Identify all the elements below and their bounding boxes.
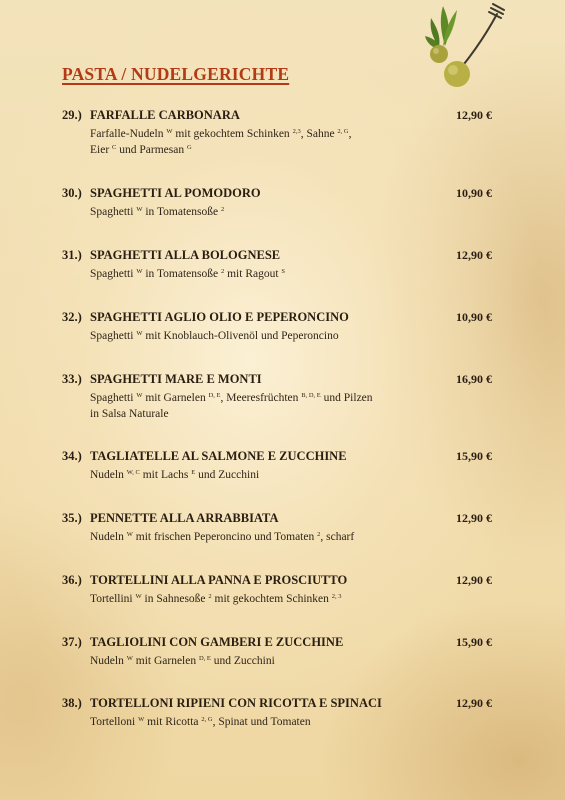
- menu-item-price: 12,90 €: [456, 108, 492, 122]
- allergen-code: W: [126, 531, 133, 538]
- menu-item-price: 15,90 €: [456, 449, 492, 463]
- menu-item-description: Spaghetti $^W$ in Tomatensoße $^2$ mit Ragout $^S$: [90, 268, 286, 280]
- menu-item-description: Spaghetti $^W$ mit Knoblauch-Olivenöl und Peperoncino: [90, 330, 339, 342]
- menu-item-number: 35.): [62, 511, 82, 525]
- menu-item: [62, 108, 492, 158]
- menu-item-description: Nudeln $^W$ mit Garnelen $^{D, E}$ und Zucchini: [90, 655, 275, 667]
- menu-item-name: SPAGHETTI AL POMODORO: [90, 186, 261, 200]
- menu-item-header: [62, 372, 492, 388]
- section-title: PASTA / NUDELGERICHTE: [62, 64, 290, 84]
- menu-item-price: 12,90 €: [456, 696, 492, 710]
- menu-item-number: 36.): [62, 573, 82, 587]
- menu-item-number: 34.): [62, 449, 82, 463]
- allergen-code: 2: [208, 593, 212, 600]
- allergen-code: B, D, E: [301, 392, 321, 399]
- menu-item-header: [62, 635, 492, 651]
- menu-item-name: TORTELLINI ALLA PANNA E PROSCIUTTO: [90, 573, 348, 587]
- menu-item-number: 38.): [62, 696, 82, 710]
- menu-item: [62, 696, 492, 730]
- allergen-code: W: [135, 593, 142, 600]
- menu-item-price: 16,90 €: [456, 372, 492, 386]
- menu-item-header: [62, 511, 492, 527]
- menu-item: [62, 248, 492, 282]
- menu-item-name: TORTELLONI RIPIENI CON RICOTTA E SPINACI: [90, 696, 382, 710]
- menu-item-price: 12,90 €: [456, 511, 492, 525]
- allergen-code: W: [126, 655, 133, 662]
- menu-item-name: SPAGHETTI ALLA BOLOGNESE: [90, 248, 281, 262]
- allergen-code: W: [136, 268, 143, 275]
- menu-item-price: 12,90 €: [456, 573, 492, 587]
- menu-item-price: 15,90 €: [456, 635, 492, 649]
- menu-item-number: 37.): [62, 635, 82, 649]
- menu-item: [62, 186, 492, 220]
- allergen-code: 2,3: [292, 128, 301, 135]
- allergen-code: W: [136, 206, 143, 213]
- menu-item-price: 10,90 €: [456, 310, 492, 324]
- allergen-code: 2, 3: [331, 593, 342, 600]
- allergen-code: G: [186, 144, 192, 151]
- menu-item-description: Farfalle-Nudeln $^W$ mit gekochtem Schinken $^{2,3}$, Sahne $^{2, G}$, Eier $^C$ und Parmesan $^G$: [90, 128, 352, 156]
- menu-item-header: [62, 696, 492, 712]
- allergen-code: 2, G: [201, 716, 213, 723]
- allergen-code: W, C: [126, 469, 140, 476]
- menu-item-name: TAGLIOLINI CON GAMBERI E ZUCCHINE: [90, 635, 344, 649]
- allergen-code: 2, G: [337, 128, 349, 135]
- menu-item-header: [62, 310, 492, 326]
- allergen-code: W: [136, 330, 143, 337]
- menu-item-description: Spaghetti $^W$ in Tomatensoße $^2$: [90, 206, 225, 218]
- allergen-code: D, E: [208, 392, 221, 399]
- menu-item-name: PENNETTE ALLA ARRABBIATA: [90, 511, 279, 525]
- menu-item: [62, 449, 492, 483]
- menu-item-header: [62, 449, 492, 465]
- menu-item: [62, 310, 492, 344]
- menu-item: [62, 635, 492, 669]
- allergen-code: W: [136, 392, 143, 399]
- menu-item-description: Tortelloni $^W$ mit Ricotta $^{2, G}$, Spinat und Tomaten: [90, 716, 311, 728]
- allergen-code: E: [191, 469, 196, 476]
- allergen-code: W: [166, 128, 173, 135]
- allergen-code: 2: [317, 531, 321, 538]
- menu-item: [62, 573, 492, 607]
- menu-item-price: 10,90 €: [456, 186, 492, 200]
- allergen-code: 2: [220, 206, 225, 213]
- menu-item-number: 32.): [62, 310, 82, 324]
- allergen-code: 2: [220, 268, 225, 275]
- menu-item-description: Spaghetti $^W$ mit Garnelen $^{D, E}$, Meeresfrüchten $^{B, D, E}$ und Pilzen in Salsa Naturale: [90, 392, 373, 420]
- menu-item-price: 12,90 €: [456, 248, 492, 262]
- menu-item-header: [62, 248, 492, 264]
- menu-item-header: [62, 108, 492, 124]
- menu-item-number: 29.): [62, 108, 82, 122]
- menu-item-description: Tortellini $^W$ in Sahnesoße $^2$ mit gekochtem Schinken $^{2, 3}$: [90, 593, 342, 605]
- fork-olive-leaf-icon: [405, 2, 505, 98]
- allergen-code: D, E: [198, 655, 211, 662]
- allergen-code: S: [281, 268, 286, 275]
- menu-item-number: 31.): [62, 248, 82, 262]
- menu-item-header: [62, 186, 492, 202]
- menu-item-name: SPAGHETTI AGLIO OLIO E PEPERONCINO: [90, 310, 349, 324]
- menu-item-name: FARFALLE CARBONARA: [90, 108, 240, 122]
- menu-item: [62, 372, 492, 422]
- menu-item-description: Nudeln $^W$ mit frischen Peperoncino und Tomaten $^2$, scharf: [90, 531, 355, 543]
- menu-item-description: Nudeln $^{W, C}$ mit Lachs $^E$ und Zucchini: [90, 469, 260, 481]
- menu-item-name: SPAGHETTI MARE E MONTI: [90, 372, 262, 386]
- menu-item-number: 30.): [62, 186, 82, 200]
- menu-item-number: 33.): [62, 372, 82, 386]
- allergen-code: C: [112, 144, 117, 151]
- menu-item: [62, 511, 492, 545]
- menu-item-header: [62, 573, 492, 589]
- allergen-code: W: [138, 716, 145, 723]
- menu-item-name: TAGLIATELLE AL SALMONE E ZUCCHINE: [90, 449, 347, 463]
